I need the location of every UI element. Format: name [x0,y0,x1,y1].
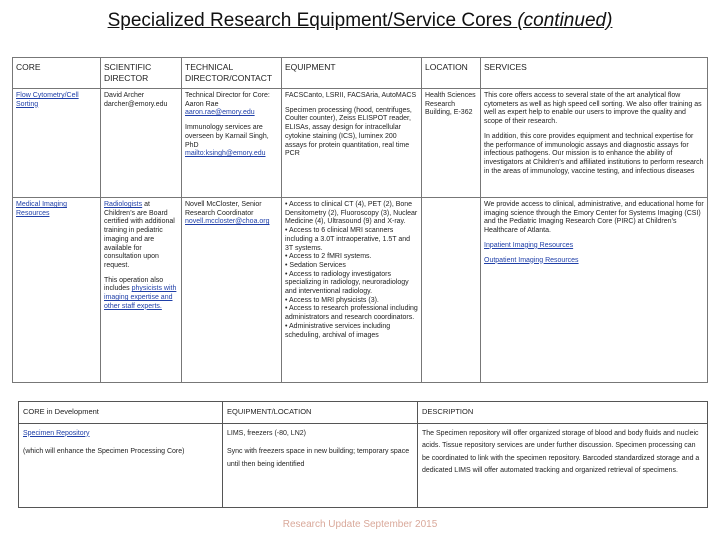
radiologists-link[interactable]: Radiologists [104,201,143,208]
title-suffix: (continued) [517,10,613,31]
dev-equipment-cell: LIMS, freezers (-80, LN2) Sync with freezers space in new building; temporary space until then being identified [223,423,418,507]
dev-core-cell: Specimen Repository (which will enhance the Specimen Processing Core) [19,423,223,507]
header-core: CORE [13,58,101,89]
footer-text: Research Update September 2015 [282,519,438,530]
inpatient-imaging-link[interactable]: Inpatient Imaging Resources [484,241,574,249]
page-title: Specialized Research Equipment/Service Cores (continued) [107,10,613,31]
header-sci-director: SCIENTIFIC DIRECTOR [101,58,182,89]
header-core-dev: CORE in Development [19,402,223,424]
singh-email-link[interactable]: mailto:ksingh@emory.edu [185,150,266,158]
specimen-repository-link[interactable]: Specimen Repository [23,429,90,437]
table-row [13,89,708,198]
table-row [13,198,708,383]
sci-director-cell: Radiologists at Children’s are Board certified with additional training in pediatric imaging and are available for consultation upon request. This operation also includes physicists with imaging expertise and other staff experts. [101,198,182,383]
sci-director-cell: David Archer darcher@emory.edu [101,89,182,198]
location-cell [422,198,481,383]
development-table [18,401,708,508]
header-services: SERVICES [481,58,708,89]
equipment-cell: FACSCanto, LSRII, FACSAria, AutoMACS Specimen processing (hood, centrifuges, Coulter counter), Zeiss ELISPOT reader, ELISAs, assay design for intracellular cytokine staining (ICS), luminex 200 assays for protein quantitation, real time PCR [282,89,422,198]
header-equipment: EQUIPMENT [282,58,422,89]
services-cell: We provide access to clinical, administrative, and educational home for imaging science through the Emory Center for Systems Imaging (CSI) and the Pediatric Imaging Research Core (PIRC) at Children’s Healthcare of Atlanta. Inpatient Imaging Resources Outpatient Imaging Resources [481,198,708,383]
equipment-cell: • Access to clinical CT (4), PET (2), Bone Densitometry (2), Fluoroscopy (3), Nuclear Medicine (4), Ultrasound (9) and X-ray. • Access to 6 clinical MRI scanners including a 3.0T intraoperative, 1.5T and 3T systems. • Access to 2 fMRI systems. • Sedation Services • Access to radiology investigators specializing in radiology, neuroradiology and interventional radiology. • Access to MRI physicists (3). • Access to research professional including administrators and research coordinators. • Administrative services including scheduling, archival of images [282,198,422,383]
header-tech-director: TECHNICAL DIRECTOR/CONTACT [182,58,282,89]
core-table-header [13,58,708,89]
tech-director-cell: Novell McCloster, Senior Research Coordinator novell.mccloster@choa.org [182,198,282,383]
flow-cytometry-link[interactable]: Flow Cytometry/Cell Sorting [16,92,79,108]
development-table-header [19,402,708,424]
medical-imaging-link[interactable]: Medical Imaging Resources [16,201,67,217]
tech-director-cell: Technical Director for Core: Aaron Rae aaron.rae@emory.edu Immunology services are overseen by Karnail Singh, PhD mailto:ksingh@emory.edu [182,89,282,198]
core-table [12,57,708,383]
header-description: DESCRIPTION [418,402,708,424]
header-equipment-location: EQUIPMENT/LOCATION [223,402,418,424]
dev-description-cell: The Specimen repository will offer organized storage of blood and body fluids and nucleic acids. Tissue repository services are under further discussion. Specimen processing can be coordinated to link with the specimen repository. Barcoded standardized storage and a dedicated LIMS will offer automated tracking and organized retrieval of specimens. [418,423,708,507]
outpatient-imaging-link[interactable]: Outpatient Imaging Resources [484,256,579,264]
table-row [19,423,708,507]
tech-email-link[interactable]: novell.mccloster@choa.org [185,218,270,226]
tech-email-link[interactable]: aaron.rae@emory.edu [185,109,255,117]
header-location: LOCATION [422,58,481,89]
services-cell: This core offers access to several state of the art analytical flow cytometers as well as high speed cell sorting. We also offer training as well as expert help to enable our users to improve the quality and scope of their research. In addition, this core provides equipment and technical expertise for the performance of immunologic assays and diagnostic assays for infectious pathogens. Our mission is to enhance the ability of investigators at Children’s and affiliated institutions to perform research in the areas of immunology, vaccine testing, and infectious diseases [481,89,708,198]
location-cell: Health Sciences Research Building, E-362 [422,89,481,198]
physicists-link[interactable]: physicists with imaging expertise and other staff experts. [104,285,177,310]
